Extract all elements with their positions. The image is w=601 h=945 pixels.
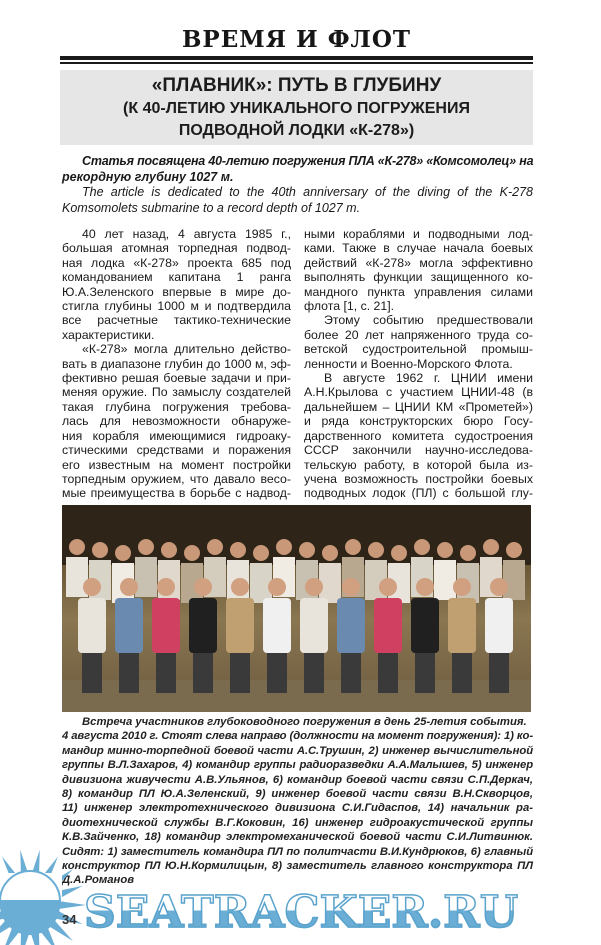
text-line: В августе 1962 г. ЦНИИ имени bbox=[324, 371, 533, 386]
text-line: 40 лет назад, 4 августа 1985 г., bbox=[82, 227, 291, 241]
group-photo-image bbox=[62, 505, 531, 712]
text-line: СССР закончили научно-исследова- bbox=[304, 443, 533, 458]
article-title-box bbox=[60, 70, 533, 145]
text-line: большая атомная торпедная подвод- bbox=[62, 241, 291, 256]
text-line: более 20 лет напряженного труда со- bbox=[304, 327, 533, 342]
text-line: ная лодка «К-278» проекта 685 под bbox=[62, 255, 291, 270]
text-line: выполнять функции защищенного ко- bbox=[304, 270, 533, 285]
text-line: лась для невозможности обнаруже- bbox=[62, 414, 291, 429]
text-line: А.Н.Крылова с участием ЦНИИ-48 (в bbox=[304, 385, 533, 400]
text-line: учена возможность постройки боевых bbox=[304, 471, 533, 486]
text-line: стическими средствами и поражения bbox=[62, 443, 291, 458]
header-rule-thin bbox=[60, 62, 533, 64]
watermark-logo: SEATRACKER.RU bbox=[84, 888, 594, 938]
text-line: его известным на момент постройки bbox=[62, 457, 291, 472]
caption-line: Сидят: 1) заместитель командира ПЛ по политчасти В.И.Кундрюков, 6) главный bbox=[62, 845, 533, 858]
caption-line: 8) командир ПЛ Ю.А.Зеленский, 9) инженер боевой части связи В.Н.Скворцов, bbox=[62, 788, 533, 801]
text-line: такая глубина погружения требова- bbox=[62, 399, 291, 414]
abstract-ru-line: рекордную глубину 1027 м. bbox=[62, 169, 234, 184]
body-column-left bbox=[62, 227, 291, 501]
abstract-ru-line: Статья посвящена 40-летию погружения ПЛА «К-278» «Комсомолец» на bbox=[82, 154, 534, 168]
text-line: подводных лодок (ПЛ) с большой глу- bbox=[304, 486, 533, 501]
text-line: ленности и Военно-Морского Флота. bbox=[304, 356, 513, 371]
text-line: ками. Также в случае начала боевых bbox=[304, 241, 533, 256]
text-line: меняя оружие. По замыслу создателей bbox=[62, 385, 291, 400]
group-photo bbox=[62, 505, 531, 712]
caption-line: 11) инженер электротехнического дивизиона С.И.Гидаспов, 14) начальник ра- bbox=[62, 802, 533, 815]
text-line: характеристики. bbox=[62, 327, 155, 342]
body-column-right bbox=[304, 227, 533, 501]
article-subtitle-2: ПОДВОДНОЙ ЛОДКИ «К-278») bbox=[178, 122, 415, 139]
text-line: дарственного комитета судостроения bbox=[304, 428, 533, 443]
caption-line: К.В.Зайченко, 18) командир электромеханической боевой части С.И.Литвинюк. bbox=[62, 831, 533, 844]
caption-line: конструктор ПЛ Ю.Н.Кормилицын, 8) заместитель главного конструктора ПЛ bbox=[62, 860, 533, 873]
text-line: мандного пункта управления силами bbox=[304, 284, 533, 299]
photo-caption bbox=[62, 715, 533, 888]
text-line: дальнейшем – ЦНИИ КМ «Прометей») bbox=[304, 399, 533, 414]
caption-line: Встреча участников глубоководного погружения в день 25-летия события. bbox=[82, 716, 527, 728]
caption-line: диотехнической службы В.Г.Коковин, 16) инженер гидроакустической группы bbox=[62, 816, 533, 829]
caption-line: Д.А.Романов bbox=[62, 874, 135, 887]
sun-ray bbox=[58, 901, 86, 909]
text-line: торпедным оружием, что давало весо- bbox=[62, 471, 291, 486]
text-line: и ряда конструкторских бюро Госу- bbox=[304, 414, 533, 429]
caption-line: дивизиона живучести А.В.Ульянов, 6) командир боевой части связи С.П.Деркач, bbox=[62, 773, 533, 786]
text-line: Ю.А.Зеленского впервые в мире до- bbox=[62, 284, 291, 299]
text-line: ными кораблями и подводными лод- bbox=[304, 227, 533, 241]
caption-line: группы В.Л.Захаров, 4) командир группы радиоразведки А.А.Малышев, 5) инженер bbox=[62, 759, 533, 772]
text-line: фективно решая боевые задачи и при- bbox=[62, 371, 291, 386]
abstract bbox=[62, 154, 533, 216]
caption-line: мандир минно-торпедной боевой части А.С.Трушин, 2) инженер вычислительной bbox=[62, 744, 533, 757]
abstract-en-line: Komsomolets submarine to a record depth of 1027 m. bbox=[62, 200, 361, 215]
header-rule-thick bbox=[60, 56, 533, 60]
text-line: все расчетные тактико-технические bbox=[62, 313, 291, 328]
section-title: ВРЕМЯ И ФЛОТ bbox=[181, 26, 412, 53]
abstract-en-line: The article is dedicated to the 40th anniversary of the diving of the K-278 bbox=[82, 185, 533, 199]
sun-logo-icon bbox=[0, 845, 90, 945]
text-line: Этому событию предшествовали bbox=[324, 313, 533, 328]
text-line: ния корабля имеющимися гидроаку- bbox=[62, 428, 291, 443]
text-line: вать в диапазоне глубин до 1000 м, эф- bbox=[62, 356, 291, 371]
text-line: флота [1, с. 21]. bbox=[304, 299, 395, 314]
caption-line: 4 августа 2010 г. Стоят слева направо (должности на момент погружения): 1) ко- bbox=[62, 730, 533, 743]
text-line: командованием капитана 1 ранга bbox=[62, 270, 291, 285]
text-line: мые преимущества в борьбе с надвод- bbox=[62, 486, 291, 501]
text-line: «К-278» могла длительно действо- bbox=[82, 342, 291, 357]
text-line: ветской судостроительной промыш- bbox=[304, 342, 533, 357]
text-line: стигла глубины 1000 м и подтвердила bbox=[62, 299, 291, 314]
article-title: «ПЛАВНИК»: ПУТЬ В ГЛУБИНУ bbox=[151, 75, 442, 96]
text-line: тельскую работу, в которой была из- bbox=[304, 457, 533, 472]
article-subtitle-1: (К 40-ЛЕТИЮ УНИКАЛЬНОГО ПОГРУЖЕНИЯ bbox=[123, 100, 470, 117]
text-line: действий «К-278» могла эффективно bbox=[304, 255, 533, 270]
page-number: 34 bbox=[62, 912, 77, 927]
